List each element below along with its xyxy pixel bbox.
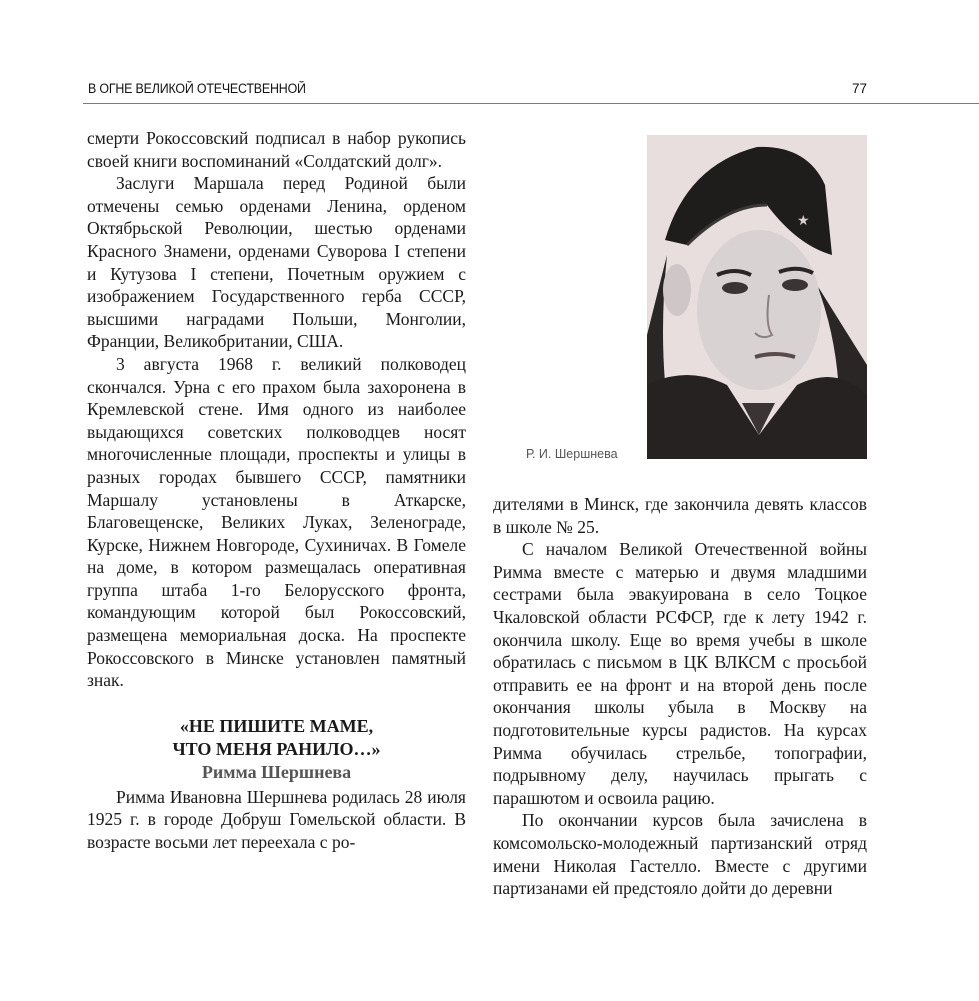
portrait-photo: [647, 135, 867, 459]
paragraph: 3 августа 1968 г. великий полководец скончался. Урна с его прахом была захоронена в Кремлевской стене. Имя одного из наиболее выдающихся советских полководцев носят многочисленные площади, проспекты и улицы в разных городах бывшего СССР, памятники Маршалу установлены в Аткарске, Благовещенске, Великих Луках, Зеленограде, Курске, Нижнем Новгороде, Сухиничах. В Гомеле на доме, в котором размещалась оперативная группа штаба 1-го Белорусского фронта, командующим которой был Рокоссовский, размещена мемориальная доска. На проспекте Рокоссовского в Минске установлен памятный знак.: [87, 353, 466, 691]
section-heading-line1: «НЕ ПИШИТЕ МАМЕ,: [179, 715, 374, 736]
paragraph: Заслуги Маршала перед Родиной были отмечены семью орденами Ленина, орденом Октябрьской Революции, шестью орденами Красного Знамени, орденами Суворова I степени и Кутузова I степени, Почетным оружием с изображением Государственного герба СССР, высшими наградами Польши, Монголии, Франции, Великобритании, США.: [87, 173, 466, 352]
right-column: [493, 493, 867, 900]
paragraph: С началом Великой Отечественной войны Римма вместе с матерью и двумя младшими сестрами была эвакуирована в село Тоцкое Чкаловской области РСФСР, где к лету 1942 г. окончила школу. Еще во время учебы в школе обратилась с письмом в ЦК ВЛКСМ с просьбой отправить ее на фронт и на второй день после окончания школы убыла в Москву на подготовительные курсы радистов. На курсах Римма обучилась стрельбе, топографии, подрывному делу, научилась прыгать с парашютом и освоила рацию.: [493, 539, 867, 808]
section-author: Римма Шершнева: [201, 761, 352, 782]
photo-caption: Р. И. Шершнева: [526, 447, 618, 461]
svg-text:★: ★: [797, 213, 810, 229]
paragraph: Римма Ивановна Шершнева родилась 28 июля 1925 г. в городе Добруш Гомельской области. В возрасте восьми лет переехала с ро-: [87, 786, 466, 853]
paragraph: По окончании курсов была зачислена в комсомольско-молодежный партизанский отряд имени Николая Гастелло. Вместе с другими партизанами ей предстояло дойти до деревни: [493, 810, 867, 899]
portrait-image: [647, 135, 867, 459]
header-rule: [83, 103, 979, 104]
left-column: [87, 127, 466, 854]
paragraph: дителями в Минск, где закончила девять классов в школе № 25.: [493, 494, 867, 537]
section-heading-line2: ЧТО МЕНЯ РАНИЛО…»: [172, 738, 381, 759]
paragraph: смерти Рокоссовский подписал в набор рукопись своей книги воспоминаний «Солдатский долг».: [87, 128, 466, 171]
running-head: В ОГНЕ ВЕЛИКОЙ ОТЕЧЕСТВЕННОЙ: [88, 81, 306, 96]
page-number: 77: [852, 81, 868, 96]
